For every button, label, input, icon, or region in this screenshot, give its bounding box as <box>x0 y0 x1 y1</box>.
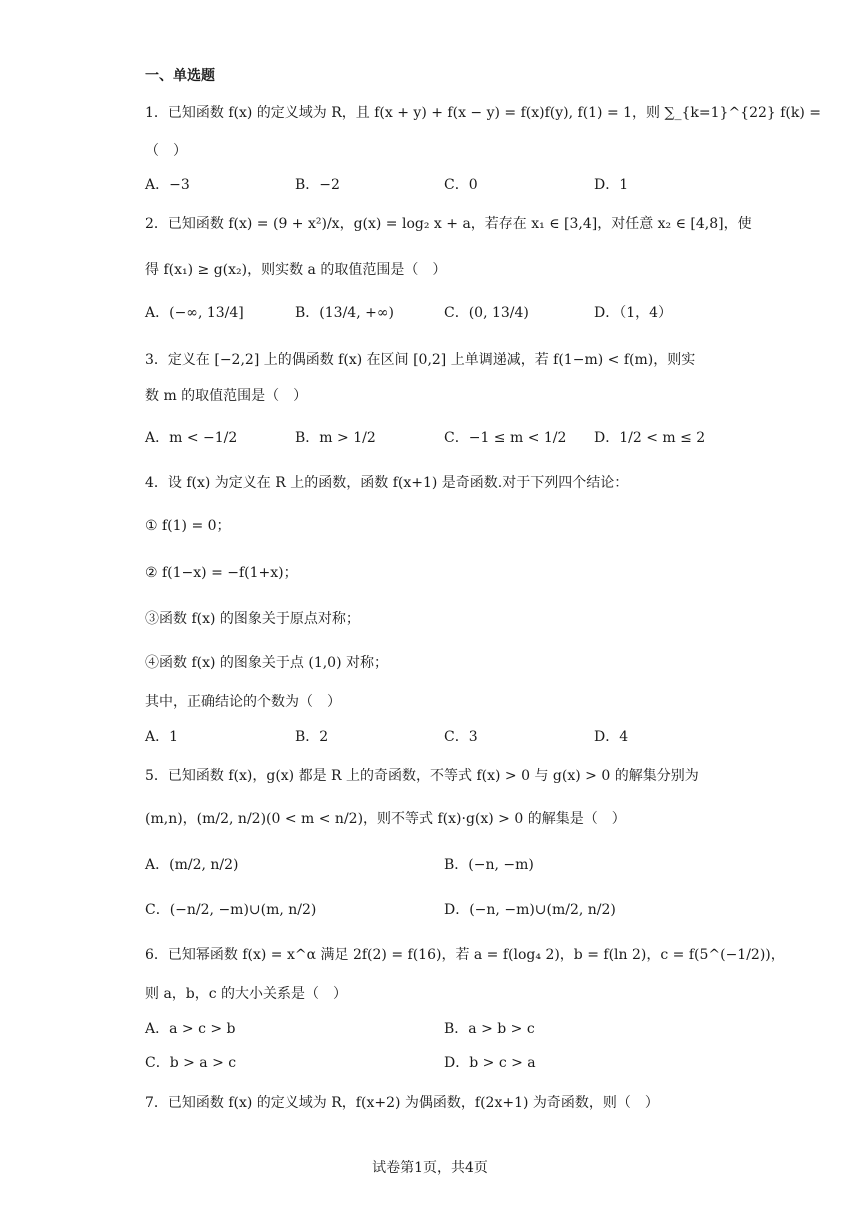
question-4-stem-line-1: 4．设 f(x) 为定义在 R 上的函数，函数 f(x+1) 是奇函数.对于下列四个结论： <box>145 475 629 491</box>
question-4-conclusion-3: ③函数 f(x) 的图象关于原点对称； <box>145 611 360 627</box>
question-1-option-a: A．−3 <box>145 177 190 193</box>
question-3-option-b: B．m > 1/2 <box>295 430 376 446</box>
question-3-option-d: D．1/2 < m ≤ 2 <box>594 430 706 446</box>
question-4-conclusion-1: ① f(1) = 0； <box>145 518 231 534</box>
question-1-option-b: B．−2 <box>295 177 340 193</box>
question-6-option-c: C．b > a > c <box>145 1055 237 1071</box>
question-4-conclusion-2: ② f(1−x) = −f(1+x)； <box>145 565 298 581</box>
question-4-option-d: D．4 <box>594 729 629 745</box>
question-6-option-d: D．b > c > a <box>444 1055 536 1071</box>
question-3-stem-line-2: 数 m 的取值范围是（ ） <box>145 388 308 404</box>
question-4-option-c: C．3 <box>444 729 478 745</box>
question-2-option-d: D．（1，4） <box>594 305 673 321</box>
question-1-stem-line-1: 1．已知函数 f(x) 的定义域为 R，且 f(x + y) + f(x − y) = f(x)f(y), f(1) = 1，则 ∑_{k=1}^{22} f(k) = <box>145 105 822 121</box>
question-1-option-c: C．0 <box>444 177 478 193</box>
question-4-option-a: A．1 <box>145 729 179 745</box>
question-2-option-a: A．(−∞, 13/4] <box>145 305 244 321</box>
question-1-option-d: D．1 <box>594 177 629 193</box>
question-7-stem-line-1: 7．已知函数 f(x) 的定义域为 R，f(x+2) 为偶函数，f(2x+1) 为奇函数，则（ ） <box>145 1095 659 1111</box>
question-2-stem-line-2: 得 f(x₁) ≥ g(x₂)，则实数 a 的取值范围是（ ） <box>145 262 447 278</box>
question-4-option-b: B．2 <box>295 729 329 745</box>
question-6-stem-line-2: 则 a，b，c 的大小关系是（ ） <box>145 986 348 1002</box>
question-4-stem-question: 其中，正确结论的个数为（ ） <box>145 694 341 710</box>
question-5-option-a: A．(m/2, n/2) <box>145 857 239 873</box>
question-5-option-d: D．(−n, −m)∪(m/2, n/2) <box>444 902 616 918</box>
section-title: 一、单选题 <box>145 68 215 84</box>
question-3-stem-line-1: 3．定义在 [−2,2] 上的偶函数 f(x) 在区间 [0,2] 上单调递减，若 f(1−m) < f(m)，则实 <box>145 352 696 368</box>
question-5-option-b: B．(−n, −m) <box>444 857 534 873</box>
page-footer: 试卷第1页，共4页 <box>372 1160 488 1176</box>
question-4-conclusion-4: ④函数 f(x) 的图象关于点 (1,0) 对称； <box>145 655 388 671</box>
question-3-option-c: C．−1 ≤ m < 1/2 <box>444 430 567 446</box>
question-5-option-c: C．(−n/2, −m)∪(m, n/2) <box>145 902 317 918</box>
question-5-stem-line-2: (m,n)，(m/2, n/2)(0 < m < n/2)，则不等式 f(x)·g(x) > 0 的解集是（ ） <box>145 811 626 827</box>
question-6-stem-line-1: 6．已知幂函数 f(x) = x^α 满足 2f(2) = f(16)，若 a = f(log₄ 2)，b = f(ln 2)，c = f(5^(−1/2))， <box>145 947 785 963</box>
question-2-stem-line-1: 2．已知函数 f(x) = (9 + x²)/x，g(x) = log₂ x + a，若存在 x₁ ∈ [3,4]，对任意 x₂ ∈ [4,8]，使 <box>145 216 752 232</box>
question-2-option-c: C．(0, 13/4) <box>444 305 529 321</box>
question-6-option-b: B．a > b > c <box>444 1021 535 1037</box>
question-3-option-a: A．m < −1/2 <box>145 430 238 446</box>
question-2-option-b: B．(13/4, +∞) <box>295 305 394 321</box>
question-1-stem-line-2: （ ） <box>145 143 187 159</box>
question-5-stem-line-1: 5．已知函数 f(x)，g(x) 都是 R 上的奇函数，不等式 f(x) > 0 与 g(x) > 0 的解集分别为 <box>145 768 699 784</box>
question-6-option-a: A．a > c > b <box>145 1021 236 1037</box>
